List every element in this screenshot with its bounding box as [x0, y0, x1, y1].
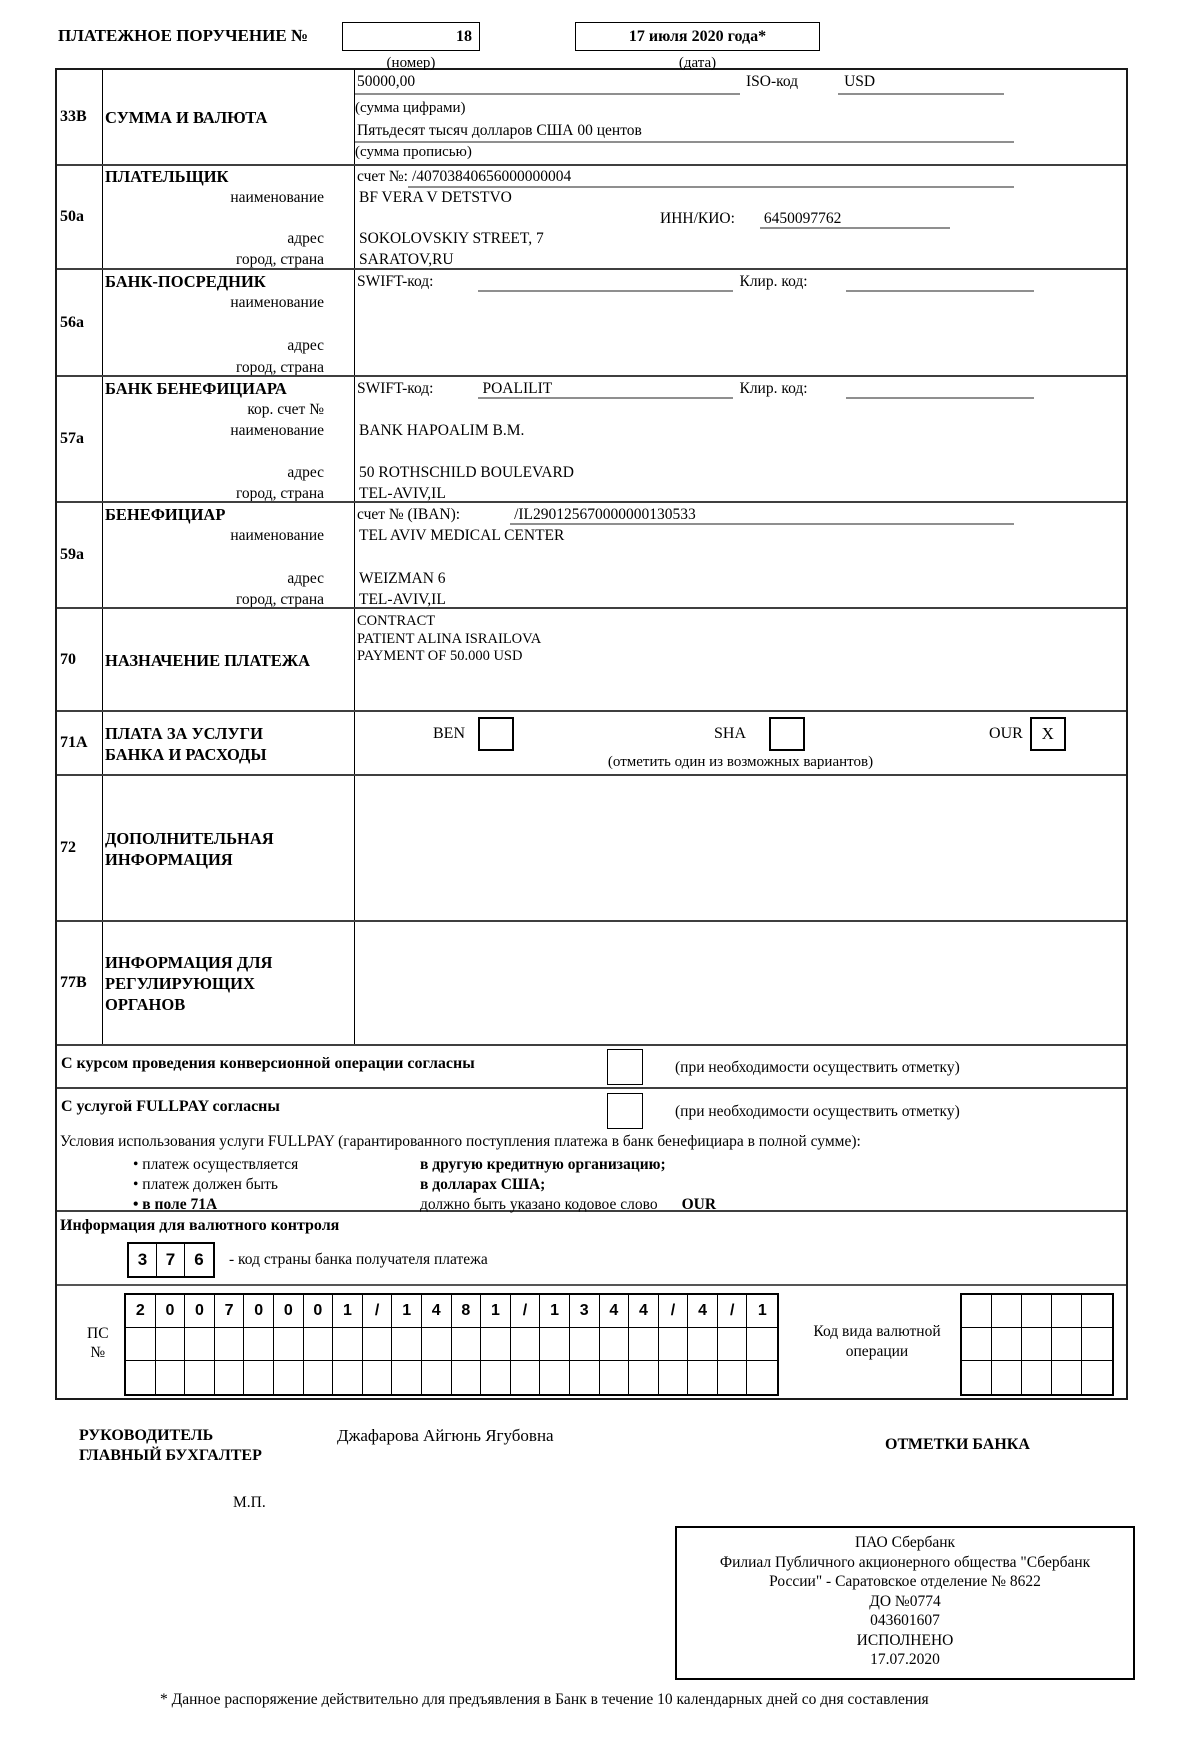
amount-line: [355, 71, 1126, 95]
sublabel-name: наименование: [230, 294, 324, 312]
fullpay-term-item: [57, 1175, 1126, 1195]
bank-marks-label: ОТМЕТКИ БАНКА: [885, 1436, 1030, 1453]
field-code-50a: 50a: [57, 166, 103, 268]
payment-date-caption: (дата): [678, 55, 717, 71]
document-header: [55, 22, 1128, 71]
payer-inn-value: 6450097762: [760, 209, 950, 230]
ps-grid-row-empty: [126, 1328, 777, 1361]
ps-grid-cell: 4: [600, 1295, 630, 1328]
row-57a-beneficiary-bank: [57, 375, 1126, 501]
charges-options-line: [355, 713, 1126, 754]
beneficiary-iban-value: /IL290125670000000130533: [510, 504, 1014, 525]
payment-number-value: 18: [456, 27, 472, 45]
content-70: [355, 609, 1126, 710]
row-title-56a: БАНК-ПОСРЕДНИК: [105, 272, 266, 291]
seal-place-label: М.П.: [233, 1494, 266, 1511]
sublabel-city-country: город, страна: [235, 251, 324, 268]
intermediary-clearing-value: [846, 271, 1034, 292]
stamp-line: России" - Саратовское отделение № 8622: [769, 1573, 1041, 1590]
intermediary-swift-value: [478, 271, 733, 292]
labels-72: [103, 776, 355, 920]
content-71a: [355, 712, 1126, 774]
option-ben-label: BEN: [433, 724, 465, 742]
content-33b: [355, 70, 1126, 164]
ps-grid-cell: 0: [304, 1295, 334, 1328]
document-title: ПЛАТЕЖНОЕ ПОРУЧЕНИЕ №: [58, 26, 309, 45]
sublabel-address: адрес: [287, 337, 324, 355]
sublabel-address: адрес: [287, 569, 324, 587]
labels-56a: [103, 270, 355, 375]
purpose-line: CONTRACT: [357, 613, 436, 629]
fullpay-term-right: в другую кредитную организацию;: [420, 1156, 666, 1173]
content-50a: [355, 166, 1126, 268]
beneficiary-city-value: TEL-AVIV,IL: [359, 590, 446, 607]
charges-options-caption: (отметить один из возможных вариантов): [607, 754, 874, 770]
beneficiary-bank-name-value: BANK HAPOALIM B.M.: [359, 422, 525, 439]
row-title-72: ДОПОЛНИТЕЛЬНАЯ ИНФОРМАЦИЯ: [105, 828, 274, 869]
row-50a-payer: [57, 164, 1126, 268]
fullpay-consent-label: С услугой FULLPAY согласны: [61, 1098, 280, 1115]
beneficiary-iban-line: [355, 504, 1126, 525]
ps-grid-cell: 3: [570, 1295, 600, 1328]
labels-71a: [103, 712, 355, 774]
conversion-consent-checkbox[interactable]: [607, 1049, 643, 1085]
sublabel-name: наименование: [230, 527, 324, 545]
row-title-33b: СУММА И ВАЛЮТА: [105, 108, 268, 127]
conversion-consent-label: С курсом проведения конверсионной операции согласны: [61, 1055, 475, 1072]
inn-kio-label: ИНН/КИО:: [660, 209, 735, 227]
fullpay-consent-row: [57, 1089, 1126, 1131]
row-56a-intermediary-bank: [57, 268, 1126, 375]
payment-number-caption: (номер): [386, 55, 436, 71]
intermediary-swift-line: [355, 271, 1126, 292]
beneficiary-name-value: TEL AVIV MEDICAL CENTER: [359, 527, 565, 545]
country-code-cell: 7: [157, 1244, 185, 1276]
ps-number-label: ПС №: [87, 1325, 109, 1361]
clearing-label: Клир. код:: [739, 380, 808, 397]
fullpay-code-word: OUR: [681, 1196, 717, 1213]
payer-account-value: /40703840656000000004: [408, 167, 1014, 188]
row-title-59a: БЕНЕФИЦИАР: [105, 505, 226, 524]
beneficiary-bank-swift-line: [355, 378, 1126, 399]
fullpay-term-right: в долларах США;: [420, 1176, 546, 1193]
row-title-71a: ПЛАТА ЗА УСЛУГИ БАНКА И РАСХОДЫ: [105, 723, 267, 764]
payment-passport-area: [57, 1284, 1126, 1397]
validity-footnote: * Данное распоряжение действительно для предъявления в Банк в течение 10 календарных дней со дня составления: [160, 1690, 929, 1708]
row-title-50a: ПЛАТЕЛЬЩИК: [105, 167, 229, 186]
ps-grid-cell: 1: [747, 1295, 777, 1328]
director-label: РУКОВОДИТЕЛЬ: [79, 1427, 214, 1444]
conversion-consent-note: (при необходимости осуществить отметку): [675, 1059, 960, 1076]
sublabel-name: наименование: [230, 188, 324, 206]
ps-grid-cell: 8: [452, 1295, 482, 1328]
labels-57a: [103, 377, 355, 501]
content-57a: [355, 377, 1126, 501]
stamp-line: Филиал Публичного акционерного общества "Сбербанк: [719, 1553, 1091, 1571]
payment-number-box: [342, 22, 480, 51]
ps-grid-cell: 2: [126, 1295, 156, 1328]
ps-grid-cell: /: [718, 1295, 748, 1328]
swift-label: SWIFT-код:: [357, 380, 434, 397]
ps-grid-cell: 0: [156, 1295, 186, 1328]
sublabel-city-country: город, страна: [235, 358, 324, 375]
chief-accountant-label: ГЛАВНЫЙ БУХГАЛТЕР: [79, 1447, 262, 1464]
currency-control-section: [57, 1210, 1126, 1398]
stamp-line: 043601607: [870, 1612, 940, 1629]
ps-grid-cell: 4: [422, 1295, 452, 1328]
payer-inn-line: [355, 209, 1126, 230]
payment-date-value: 17 июля 2020 года*: [628, 27, 767, 45]
row-title-57a: БАНК БЕНЕФИЦИАРА: [105, 379, 287, 398]
stamp-line: 17.07.2020: [870, 1651, 940, 1668]
field-code-71a: 71A: [57, 712, 103, 774]
currency-control-title: Информация для валютного контроля: [60, 1217, 340, 1234]
labels-33b: [103, 70, 355, 164]
operation-code-label: Код вида валютной операции: [813, 1323, 941, 1360]
bank-stamp-box: [675, 1526, 1135, 1680]
beneficiary-bank-clearing-value: [846, 378, 1034, 399]
ps-number-grid: [124, 1293, 779, 1396]
labels-70: [103, 609, 355, 710]
ps-grid-cell: 0: [274, 1295, 304, 1328]
labels-50a: [103, 166, 355, 268]
country-code-cell: 6: [194, 1250, 204, 1269]
fullpay-terms-intro: Условия использования услуги FULLPAY (гарантированного поступления платежа в банк бенефициара в полной сумме):: [60, 1133, 861, 1150]
field-code-59a: 59a: [57, 503, 103, 607]
country-code-row: [57, 1240, 1126, 1280]
payment-order-table: [55, 68, 1128, 1400]
signer-name: Джафарова Айгюнь Ягубовна: [337, 1426, 554, 1445]
amount-digits-caption: (сумма цифрами): [355, 100, 466, 116]
iban-label: счет № (IBAN):: [357, 506, 461, 523]
row-77b-regulatory-info: [57, 920, 1126, 1044]
amount-words-value: Пятьдесят тысяч долларов США 00 центов: [355, 121, 1014, 143]
ps-grid-row-filled: [126, 1295, 777, 1328]
account-label: счет №:: [357, 168, 408, 185]
fullpay-term-right: должно быть указано кодовое слово: [420, 1196, 658, 1213]
content-56a: [355, 270, 1126, 375]
option-our-mark: X: [1041, 723, 1054, 743]
payer-account-line: [355, 167, 1126, 188]
fullpay-consent-checkbox[interactable]: [607, 1093, 643, 1129]
payer-name-value: BF VERA V DETSTVO: [359, 188, 512, 206]
clearing-label: Клир. код:: [739, 273, 808, 290]
field-code-72: 72: [57, 776, 103, 920]
operation-code-row: [962, 1295, 1112, 1328]
swift-label: SWIFT-код:: [357, 273, 434, 290]
operation-code-grid: [960, 1293, 1114, 1396]
country-code-grid: [127, 1242, 215, 1278]
option-sha-checkbox[interactable]: [769, 717, 805, 751]
fullpay-consent-note: (при необходимости осуществить отметку): [675, 1103, 960, 1120]
ps-grid-cell: 1: [481, 1295, 511, 1328]
field-code-70: 70: [57, 609, 103, 710]
row-72-additional-info: [57, 774, 1126, 920]
beneficiary-bank-swift-value: POALILIT: [478, 378, 733, 399]
labels-59a: [103, 503, 355, 607]
ps-grid-cell: 4: [688, 1295, 718, 1328]
sublabel-city-country: город, страна: [235, 590, 324, 607]
ps-grid-row-empty: [126, 1361, 777, 1394]
ps-grid-cell: 1: [392, 1295, 422, 1328]
row-title-77b: ИНФОРМАЦИЯ ДЛЯ РЕГУЛИРУЮЩИХ ОРГАНОВ: [105, 953, 273, 1014]
sublabel-city-country: город, страна: [235, 485, 324, 501]
sublabel-address: адрес: [287, 230, 324, 248]
field-code-77b: 77B: [57, 922, 103, 1044]
ps-grid-cell: 0: [185, 1295, 215, 1328]
country-code-cell: 3: [129, 1244, 157, 1276]
fullpay-term-item: [57, 1155, 1126, 1175]
content-72: [355, 776, 1126, 920]
option-our-label: OUR: [989, 724, 1023, 742]
beneficiary-bank-city-value: TEL-AVIV,IL: [359, 485, 446, 501]
beneficiary-bank-address-value: 50 ROTHSCHILD BOULEVARD: [359, 464, 575, 481]
labels-77b: [103, 922, 355, 1044]
sublabel-corr-account: кор. счет №: [247, 401, 324, 418]
row-33b-amount-currency: [57, 70, 1126, 164]
conversion-consent-row: [57, 1044, 1126, 1087]
operation-code-row: [962, 1361, 1112, 1394]
sublabel-address: адрес: [287, 464, 324, 481]
sublabel-name: наименование: [230, 422, 324, 439]
row-59a-beneficiary: [57, 501, 1126, 607]
option-our-checkbox[interactable]: [1030, 717, 1066, 751]
amount-words-line: [355, 121, 1126, 143]
payment-order-document: [55, 22, 1128, 1709]
amount-digits-field: [355, 71, 740, 95]
purpose-line: PAYMENT OF 50.000 USD: [357, 648, 523, 664]
amount-digits-value: 50000,00: [357, 73, 416, 90]
ps-grid-cell: 7: [215, 1295, 245, 1328]
ps-grid-cell: 1: [333, 1295, 363, 1328]
row-70-payment-purpose: [57, 607, 1126, 710]
fullpay-term-left: • в поле 71А: [133, 1196, 218, 1213]
payer-address-value: SOKOLOVSKIY STREET, 7: [359, 230, 544, 248]
signatory-titles: [79, 1426, 262, 1466]
payer-city-value: SARATOV,RU: [359, 251, 454, 268]
field-code-33b: 33B: [57, 70, 103, 164]
content-59a: [355, 503, 1126, 607]
iso-code-label: ISO-код: [746, 73, 799, 90]
option-sha-label: SHA: [714, 724, 747, 742]
fullpay-section: [57, 1087, 1126, 1213]
purpose-line: PATIENT ALINA ISRAILOVA: [357, 630, 542, 647]
content-77b: [355, 922, 1126, 1044]
ps-grid-cell: /: [659, 1295, 689, 1328]
row-71a-bank-charges: [57, 710, 1126, 774]
ps-grid-cell: /: [363, 1295, 393, 1328]
ps-grid-cell: 4: [629, 1295, 659, 1328]
fullpay-term-left: • платеж осуществляется: [133, 1156, 299, 1173]
signature-row: [55, 1424, 1128, 1482]
beneficiary-address-value: WEIZMAN 6: [359, 569, 446, 587]
stamp-line: ИСПОЛНЕНО: [856, 1631, 954, 1649]
ps-grid-cell: /: [511, 1295, 541, 1328]
ps-grid-cell: 0: [244, 1295, 274, 1328]
country-code-caption: - код страны банка получателя платежа: [229, 1251, 488, 1268]
option-ben-checkbox[interactable]: [478, 717, 514, 751]
ps-grid-cell: 1: [540, 1295, 570, 1328]
stamp-line: ДО №0774: [869, 1592, 941, 1610]
field-code-57a: 57a: [57, 377, 103, 501]
payment-date-box: [575, 22, 820, 51]
operation-code-row: [962, 1328, 1112, 1361]
row-title-70: НАЗНАЧЕНИЕ ПЛАТЕЖА: [105, 650, 311, 670]
field-code-56a: 56a: [57, 270, 103, 375]
stamp-line: ПАО Сбербанк: [854, 1534, 956, 1551]
amount-words-caption: (сумма прописью): [355, 144, 472, 160]
iso-code-value: USD: [838, 71, 1004, 95]
fullpay-term-left: • платеж должен быть: [133, 1176, 278, 1193]
